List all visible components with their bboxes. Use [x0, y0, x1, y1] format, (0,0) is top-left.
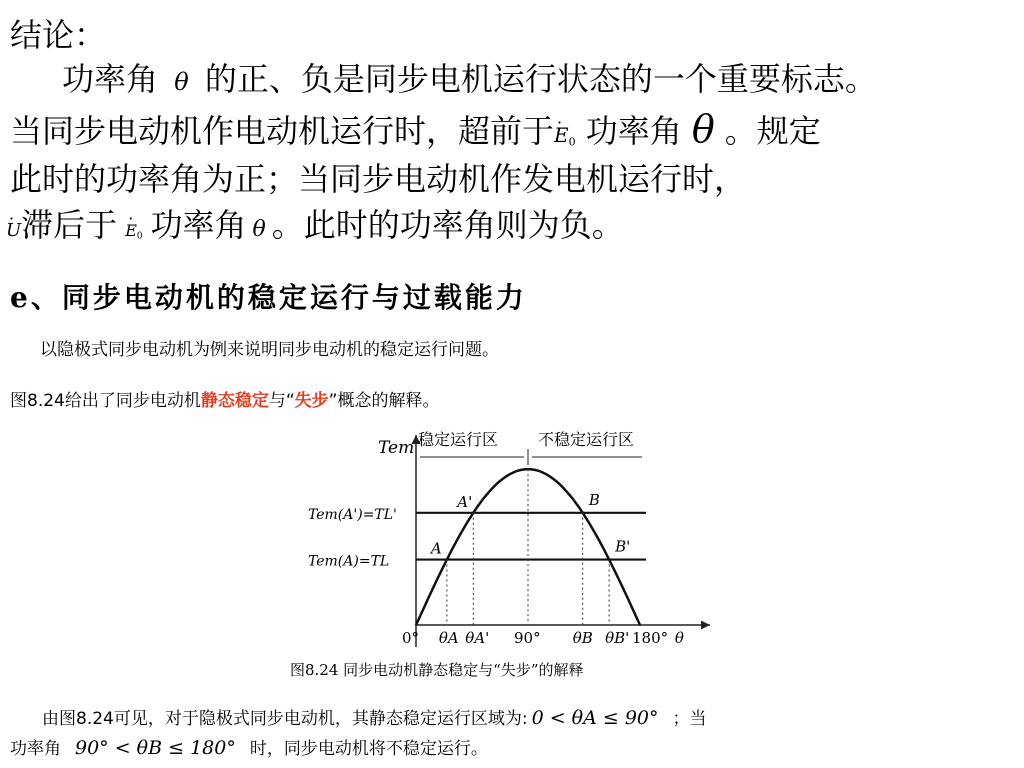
x-tick-label: 0°: [402, 629, 420, 647]
x-tick-label: θB': [605, 629, 630, 647]
text: ”概念的解释。: [328, 391, 440, 411]
point-label: B': [615, 537, 631, 556]
data-point: [621, 584, 623, 586]
x-tick-label: θA': [465, 629, 490, 647]
data-point: [639, 624, 641, 626]
data-point: [509, 474, 511, 476]
conclusion-title: 结论：: [10, 16, 107, 54]
stability-paragraph-line2: [10, 736, 488, 761]
x-tick-label: 90°: [514, 629, 541, 647]
power-angle-chart: [300, 425, 720, 655]
figure-reference: [10, 389, 439, 413]
e0-symbol: · $E_0$: [125, 210, 142, 258]
unstable-region-label: 不稳定运行区: [538, 430, 635, 449]
text: 功率角: [62, 60, 159, 98]
point-label: A: [430, 539, 442, 558]
data-point: [471, 514, 473, 516]
text: 图8.24给出了同步电动机: [10, 391, 201, 411]
text: 。此时的功率角则为负。: [271, 206, 624, 244]
theta-symbol: θ: [174, 68, 189, 96]
stability-paragraph-line1: [42, 706, 707, 731]
data-point: [434, 584, 436, 586]
data-point: [453, 546, 455, 548]
text: ；当: [672, 709, 707, 729]
tem-curve: [416, 469, 640, 625]
text: 的正、负是同步电机运行状态的一个重要标志。: [204, 60, 877, 98]
section-intro: 以隐极式同步电动机为例来说明同步电动机的稳定运行问题。: [40, 340, 499, 360]
load-line-label: Tem(A')=TL': [308, 506, 397, 523]
highlight-static-stability: 静态稳定: [200, 391, 269, 411]
section-heading: e、同步电动机的稳定运行与过载能力: [10, 281, 527, 314]
y-axis-label: Tem: [378, 438, 415, 458]
text: 。规定: [724, 112, 821, 150]
x-tick-label: 180°: [632, 629, 669, 647]
stable-range-equation: 0 < θA ≤ 90°: [531, 707, 659, 729]
unstable-range-equation: 90° < θB ≤ 180°: [75, 737, 236, 759]
stable-region-label: 稳定运行区: [418, 430, 499, 449]
conclusion-line3: 此时的功率角为正；当同步电动机作发电机运行时，: [10, 160, 747, 198]
text: 功率角: [10, 739, 61, 759]
conclusion-line2: [10, 108, 821, 163]
data-point: [546, 474, 548, 476]
conclusion-line4: [6, 204, 624, 258]
x-tick-label: θA: [438, 629, 459, 647]
data-point: [583, 514, 585, 516]
point-label: B: [588, 490, 600, 509]
data-point: [415, 624, 417, 626]
data-point: [490, 489, 492, 491]
e0-symbol: · $E_0$: [554, 114, 576, 163]
text: 功率角: [150, 206, 247, 244]
conclusion-line1: [62, 58, 877, 103]
theta-symbol-large: θ: [691, 107, 715, 151]
x-tick-label: θ: [674, 629, 684, 647]
text: 由图8.24可见，对于隐极式同步电动机，其静态稳定运行区域为:: [42, 709, 528, 729]
text: 功率角: [585, 112, 682, 150]
text: 滞后于: [21, 206, 118, 244]
data-point: [565, 489, 567, 491]
text: 当同步电动机作电动机运行时，超前于: [10, 112, 555, 150]
figure-caption: 图8.24 同步电动机静态稳定与“失步”的解释: [290, 661, 584, 679]
data-point: [602, 546, 604, 548]
text: 时，同步电动机将不稳定运行。: [249, 739, 488, 759]
x-tick-label: θB: [572, 629, 593, 647]
text: 与“: [268, 391, 295, 411]
theta-symbol: θ: [252, 217, 266, 242]
u-symbol: · U: [6, 210, 21, 252]
point-label: A': [457, 492, 473, 511]
highlight-out-of-step: 失步: [294, 391, 329, 411]
load-line-label: Tem(A)=TL: [308, 553, 390, 570]
